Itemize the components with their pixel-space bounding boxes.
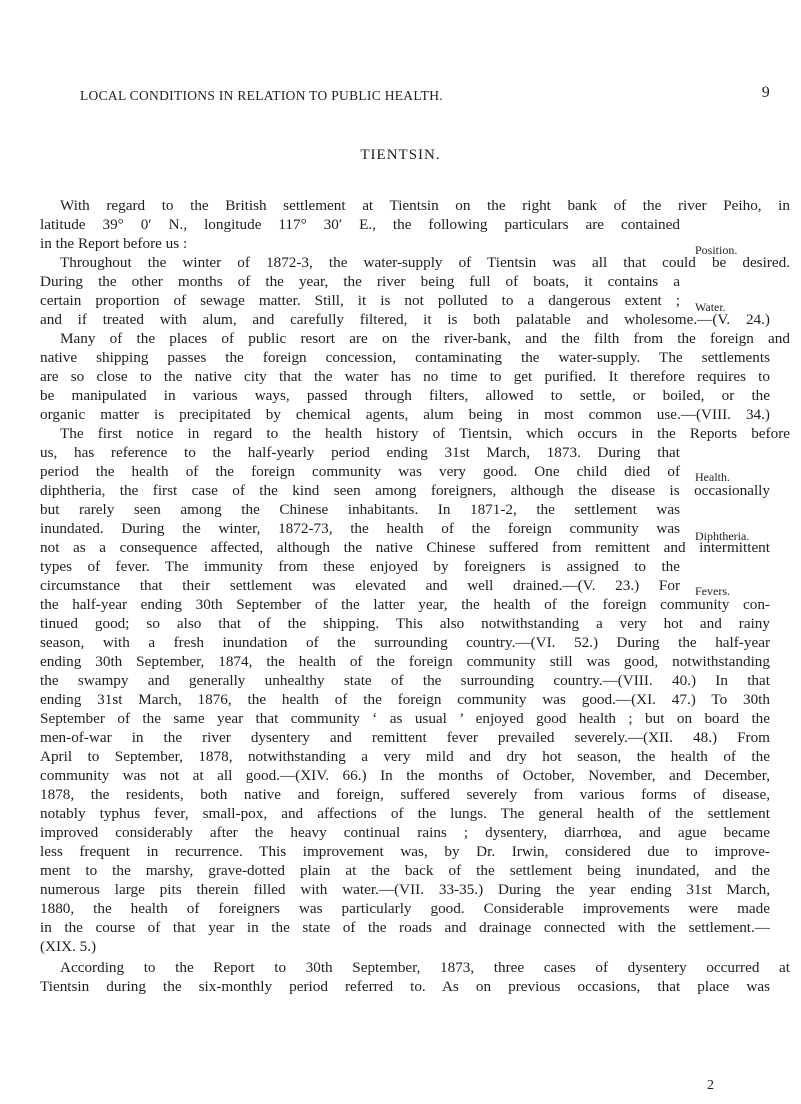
- text-line: circumstance that their settlement was elevated and well drained.—(V. 23.) For: [40, 577, 680, 594]
- text-line: 1878, the residents, both native and foreign, suffered severely from various forms of disease,: [40, 786, 770, 803]
- text-line: us, has reference to the half-yearly period ending 31st March, 1873. During that: [40, 444, 680, 461]
- text-line: men-of-war in the river dysentery and remittent fever prevailed severely.—(XII. 48.) From: [40, 729, 770, 746]
- margin-note-position: Position.: [695, 243, 738, 257]
- text-line: improved considerably after the heavy continual rains ; dysentery, diarrhœa, and ague became: [40, 824, 770, 841]
- text-line: in the course of that year in the state of the roads and drainage connected with the settlement.—: [40, 919, 770, 936]
- text-line: organic matter is precipitated by chemical agents, alum being in most common use.—(VIII. 34.): [40, 406, 770, 423]
- text-line: less frequent in recurrence. This improvement was, by Dr. Irwin, considered due to improve-: [40, 843, 770, 860]
- text-line: numerous large pits therein filled with water.—(VII. 33-35.) During the year ending 31st March,: [40, 881, 770, 898]
- text-line: in the Report before us :: [40, 235, 188, 252]
- text-line: April to September, 1878, notwithstanding a very mild and dry hot season, the health of the: [40, 748, 770, 765]
- margin-note-health: Health.: [695, 470, 730, 484]
- text-line: Throughout the winter of 1872-3, the water-supply of Tientsin was all that could be desired.: [60, 254, 790, 271]
- page-header: [40, 84, 770, 112]
- text-line: diphtheria, the first case of the kind seen among foreigners, although the disease is occasionally: [40, 482, 770, 499]
- text-line: are so close to the native city that the water has no time to get purified. It therefore requires to: [40, 368, 770, 385]
- text-line: season, with a fresh inundation of the surrounding country.—(VI. 52.) During the half-year: [40, 634, 770, 651]
- text-line: 1880, the health of foreigners was particularly good. Considerable improvements were made: [40, 900, 770, 917]
- text-line: tinued good; so also that of the shipping. This also notwithstanding a very hot and rainy: [40, 615, 770, 632]
- text-line: (XIX. 5.): [40, 938, 97, 955]
- text-line: notably typhus fever, small-pox, and affections of the lungs. The general health of the settlement: [40, 805, 770, 822]
- text-line: During the other months of the year, the river being full of boats, it contains a: [40, 273, 680, 290]
- text-line: latitude 39° 0′ N., longitude 117° 30′ E., the following particulars are contained: [40, 216, 680, 233]
- text-line: The first notice in regard to the health history of Tientsin, which occurs in the Reports before: [60, 425, 790, 442]
- text-line: the half-year ending 30th September of the latter year, the health of the foreign community con-: [40, 596, 770, 613]
- page-number: 9: [761, 84, 770, 101]
- text-line: certain proportion of sewage matter. Still, it is not polluted to a dangerous extent ;: [40, 292, 680, 309]
- text-line: and if treated with alum, and carefully filtered, it is both palatable and wholesome.—(V. 24.): [40, 311, 770, 328]
- text-line: inundated. During the winter, 1872-73, the health of the foreign community was: [40, 520, 680, 537]
- text-line: ending 31st March, 1876, the health of the foreign community was good.—(XI. 47.) To 30th: [40, 691, 770, 708]
- margin-note-fevers: Fevers.: [695, 584, 730, 598]
- running-head: LOCAL CONDITIONS IN RELATION TO PUBLIC HEALTH.: [80, 88, 443, 103]
- text-line: be manipulated in various ways, passed through filters, allowed to settle, or boiled, or the: [40, 387, 770, 404]
- text-line: period the health of the foreign community was very good. One child died of: [40, 463, 680, 480]
- text-line: types of fever. The immunity from these enjoyed by foreigners is assigned to the: [40, 558, 680, 575]
- text-line: but rarely seen among the Chinese inhabitants. In 1871-2, the settlement was: [40, 501, 680, 518]
- text-line: native shipping passes the foreign concession, contaminating the water-supply. The settlements: [40, 349, 770, 366]
- text-line: community was not at all good.—(XIV. 66.) In the months of October, November, and December,: [40, 767, 770, 784]
- section-title: TIENTSIN.: [360, 147, 441, 163]
- margin-note-diphtheria: Diphtheria.: [695, 529, 750, 543]
- text-line: Many of the places of public resort are on the river-bank, and the filth from the foreign and: [60, 330, 790, 347]
- text-line: ment to the marshy, grave-dotted plain at the back of the settlement being inundated, and the: [40, 862, 770, 879]
- margin-note-water: Water.: [695, 300, 726, 314]
- text-line: According to the Report to 30th September, 1873, three cases of dysentery occurred at: [60, 959, 790, 976]
- signature-mark: 2: [707, 1078, 714, 1093]
- text-line: ending 30th September, 1874, the health of the foreign community still was good, notwithstanding: [40, 653, 770, 670]
- text-line: With regard to the British settlement at Tientsin on the right bank of the river Peiho, in: [60, 197, 790, 214]
- text-line: Tientsin during the six-monthly period referred to. As on previous occasions, that place was: [40, 978, 770, 995]
- text-line: not as a consequence affected, although the native Chinese suffered from remittent and intermittent: [40, 539, 770, 556]
- text-line: the swampy and generally unhealthy state of the surrounding country.—(VIII. 40.) In that: [40, 672, 770, 689]
- text-line: September of the same year that community ‘ as usual ’ enjoyed good health ; but on board the: [40, 710, 770, 727]
